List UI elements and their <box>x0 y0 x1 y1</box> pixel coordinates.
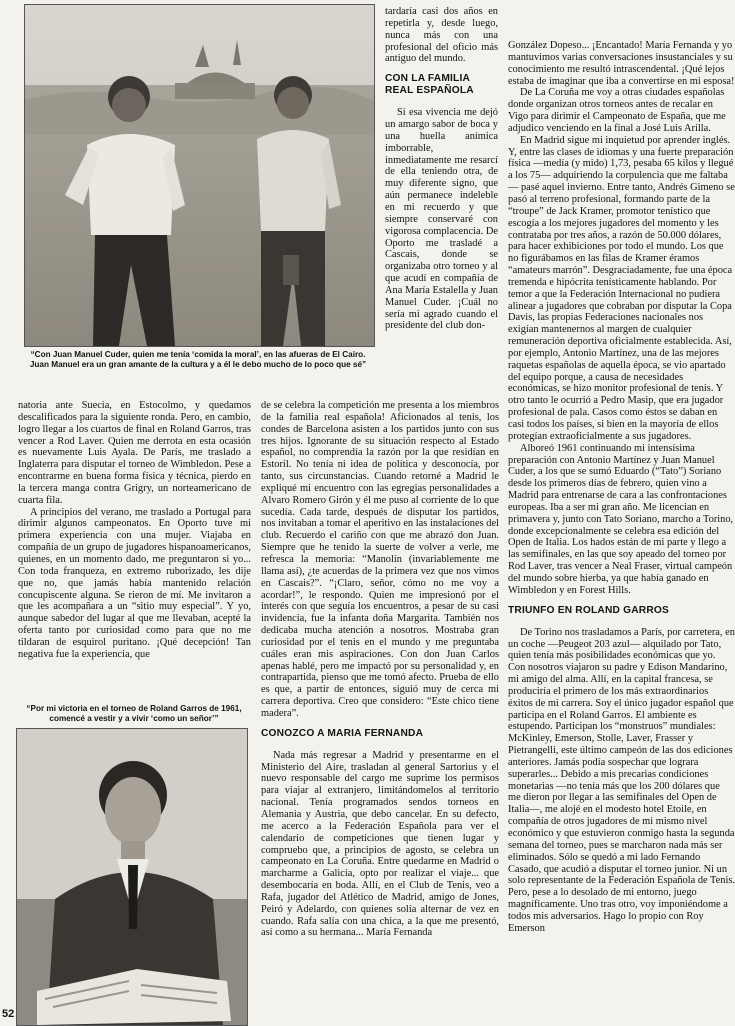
column-3-paragraph: De La Coruña me voy a otras ciudades españolas donde organizan otros torneos antes de recalar en Vigo para dirimir el Campeonato de España, que me adjudico venciendo en la final a José Luis Arilla. <box>508 87 726 134</box>
photo-roland-garros <box>16 728 248 1026</box>
column-2-paragraph: de se celebra la competición me presenta a los miembros de la familia real española! Aficionados al tenis, los condes de Barcelona asisten a los partidos junto con sus tres hijos. Ignorante de su situación respecto al Estado español, no comprendía la razón por la que residían en Estoril. No tenía ni idea de política y desconocía, por tanto, sus circunstancias. Cuando retorné a Madrid le expliqué mi encuentro con las egregias personalidades a Alvaro Romero Girón y él me puso al corriente de lo que sucedía. Cada tarde, después de disputar los partidos, nos invitaban a tomar el aperitivo en las instalaciones del club. Recuerdo el cariño con que me abrazó don Juan. Siempre que he tenido la suerte de volver a verle, me refresca la memoria: “Manolín (invariablemente me llama así), ¿te acuerdas de la primera vez que nos vimos en Cascais?”. “¡Claro, señor, cómo no me voy a acordar!”, le respondo. Quien me impresionó por el interés con que seguía los encuentros, a pesar de su casi invidencia, fue la infanta doña Margarita. También nos dedicaba mucha atención a nosotros. Mostraba gran curiosidad por el tenis en el mundo y me preguntaba cuáles eran mis aspiraciones. Con don Juan Carlos apenas hablé, pero me impactó por su personalidad y, en contrapartida, pienso que me tomó afecto. Prueba de ello es que, a partir de entonces, siguió muy de cerca mi carrera deportiva. Creo que considero: “Este chico tiene madera”. <box>261 400 499 719</box>
photo-roland-garros-caption: “Por mi victoria en el torneo de Roland Garros de 1961, comencé a vestir y a vivir ‘como un señor’” <box>26 704 242 723</box>
column-3-paragraph: De Torino nos trasladamos a París, por carretera, en un coche —Peugeot 203 azul— alquilado por Tato, quien tenía más posibilidades económicas que yo. Con nosotros viajaron su padre y Edison Mandarino, mi amigo del alma. Allí, en la capital francesa, se produciría el primero de los más extraordinarios éxitos de mi carrera. Soy el único jugador español que participa en el Roland Garros. El ambiente es estupendo. Participan los “monstruos” mundiales: McKinley, Emerson, Stolle, Laver, Frasser y Pietrangelli, este último campeón de las dos ediciones anteriores. Jamás podía sospechar que lograra superarles... Debido a mis precarias condiciones monetarias —no tenía más que los 200 dólares que me dieron por llegar a las semifinales del Open de Italia—, me alojé en el modesto hotel Etoile, en compañía de otros jugadores de mi mismo nivel económico y que estuvieron conmigo hasta la segunda semana del torneo, pues se marcharon nada más ser eliminados. Sólo se quedó a mi lado Fernando Casado, que acudió a disputar el torneo junior. Ni un solo representante de la Federación Española de Tenis. Pero, pese a lo desolado de mi entorno, juego magníficamente. Uno tras otro, voy imponiéndome a todos mis adversarios. Hago lo propio con Roy Emerson <box>508 626 735 934</box>
section-heading-maria-fernanda: CONOZCO A MARIA FERNANDA <box>261 727 424 739</box>
column-2-paragraph: Si esa vivencia me dejó un amargo sabor de boca y una huella anímica imborrable, inmediatamente me resarcí de ella teniendo otra, de muy diferente signo, que aún permanece indeleble en mi recuerdo y que siempre conservaré con vigorosa complacencia. De Oporto me trasladé a Cascais, donde se organizaba otro torneo y al que acudí en compañía de Ana María Estalella y Juan Manuel Cuder. ¡Cuál no sería mi agrado cuando el presidente del club don- <box>385 107 498 332</box>
column-3-paragraph: González Dopeso... ¡Encantado! María Fernanda y yo mantuvimos varias conversaciones insustanciales y su conocimiento me resultó intrascendental. ¡Qué lejos estaba de imaginar que iba a convertirse en mi esposa! <box>508 40 735 87</box>
column-2-text <box>261 400 499 1024</box>
page-number: 52 <box>2 1008 15 1020</box>
photo-cuder-cairo <box>24 4 375 347</box>
column-3-text <box>508 40 735 1024</box>
column-2-top <box>385 6 498 396</box>
column-2-paragraph: Nada más regresar a Madrid y presentarme en el Ministerio del Aire, trasladan al general Sartorius y el nuevo responsable del cargo me suprime los permisos para viajar al extranjero, limitándomelos al territorio nacional. Tenía programados sendos torneos en Alemania y Austria, que debo cancelar. En su defecto, me acerco a la Federación Española para ver el calendario de competiciones que tienen lugar y compruebo que, a principios de agosto, se celebra un campeonato en La Coruña. Entre quedarme en Madrid o marcharme a Galicia, opto por realizar el viaje... que desembocaría en boda. Allí, en el Club de Tenis, veo a Rafa, jugador del Atlético de Madrid, amigo de Jones, Peiró y Adelardo, con quienes solía alternar de vez en cuando. Rafa salía con una chica, a la que me presentó, así como a su hermana... María Fernanda <box>261 749 499 939</box>
column-1-paragraph: A principios del verano, me traslado a Portugal para dirimir algunos campeonatos. En Oporto tuve mi primera experiencia con una mujer. Viajaba en compañía de un grupo de jugadores hispanoamericanos, quienes, en un momento dado, me preguntaron si yo... Con toda franqueza, en extremo ruborizado, les dije que no, que jamás había mantenido relación concupiscente alguna. Se rieron de mí. Me invitaron a que les acompañara a un “sitio muy especial”. Y yo, aunque sabedor del lugar al que me llevaban, acepté la oferta tanto por curiosidad como para que no me tildaran de esquirol puritano. ¡Qué decepción! Tan negativa fue la experiencia, que <box>18 506 251 660</box>
section-heading-roland-garros: TRIUNFO EN ROLAND GARROS <box>508 604 670 616</box>
column-1-text <box>18 400 251 692</box>
column-1-paragraph: natoria ante Suecia, en Estocolmo, y quedamos descalificados para la siguiente ronda. Pero, en cambio, logro llegar a los cuartos de final en Roland Garros, tras vencer a Rod Laver. Quien me derrota en esta ocasión es nuevamente Luis Ayala. De París, me traslado a Inglaterra para disputar el torneo de Wimbledon. Pese a encontrarme en buena forma física y técnica, pierdo en la tercera manga contra Grigry, un norteamericano de cuarta fila. <box>18 400 251 506</box>
photo-cuder-cairo-caption: “Con Juan Manuel Cuder, quien me tenía ‘comida la moral’, en las afueras de El Cairo. Juan Manuel era un gran amante de la cultura y a él le debo mucho de lo poco que sé” <box>29 350 367 369</box>
column-3-paragraph: Alboreó 1961 continuando mi intensísima preparación con Antonio Martínez y Juan Manuel Cuder, a los que se sumó Eduardo (“Tato”) Soriano desde los primeros días de febrero, quien vino a Madrid para entrenarse de cara a las confrontaciones europeas. Iba a ser mi gran año. Me licencian en primavera y, junto con Tato Soriano, marcho a Torino, donde excepcionalmente se celebra esa edición del Open de Italia. Los hados están de mi parte y llego a las semifinales, en las que soy apeado del torneo por Rod Laver, tras vencer a Neal Fraser, virtual campeón del mundo sobre hierba, ya que había ganado en Wimbledon y en Forest Hills. <box>508 442 734 596</box>
photo-cuder-cairo-image <box>25 5 374 346</box>
column-3-paragraph: En Madrid sigue mi inquietud por aprender inglés. Y, entre las clases de idiomas y una fuerte preparación física —medía (y mido) 1,73, pesaba 65 kilos y llegué a los 75— adquiriendo la corpulencia que me faltaba— pasé aquel invierno. Entre tanto, Andrés Gimeno se pasó al terreno profesional, formando parte de la “troupe” de Jack Kramer, promotor tenístico que escogía a los mejores jugadores del momento y les contrataba por tres años, a razón de 50.000 dólares, para hacer exhibiciones por todo el mundo. Los que no figurábamos en las filas de Kramer éramos “amateurs marrón”. Desgraciadamente, fue una época tremenda e hipócrita tenísticamente hablando. Por temor a que la Federación Internacional no pudiera alinear a jugadores que cobraban por disputar la Copa Davis, las propias Federaciones nacionales nos exigían mantenernos al margen de cualquier remuneración deportiva oficialmente establecida. Así, por ejemplo, Antonio Martínez, una de las mejores raquetas españolas de aquella época, se vio apartado del equipo porque, a causa de necesidades económicas, se hizo monitor profesional de tenis. Y otro tanto le ocurrió a Pedro Masip, que era jugador profesional de pala. Casos como éstos se daban en casi todos los países, si bien en la mayoría de ellos protegían extraoficialmente a sus jugadores. <box>508 134 735 442</box>
column-2-paragraph: tardaría casi dos años en repetirla y, desde luego, nunca más con una profesional del oficio más antiguo del mundo. <box>385 6 498 65</box>
section-heading-familia-real: CON LA FAMILIA REAL ESPAÑOLA <box>385 73 474 97</box>
photo-roland-garros-image <box>17 729 247 1025</box>
